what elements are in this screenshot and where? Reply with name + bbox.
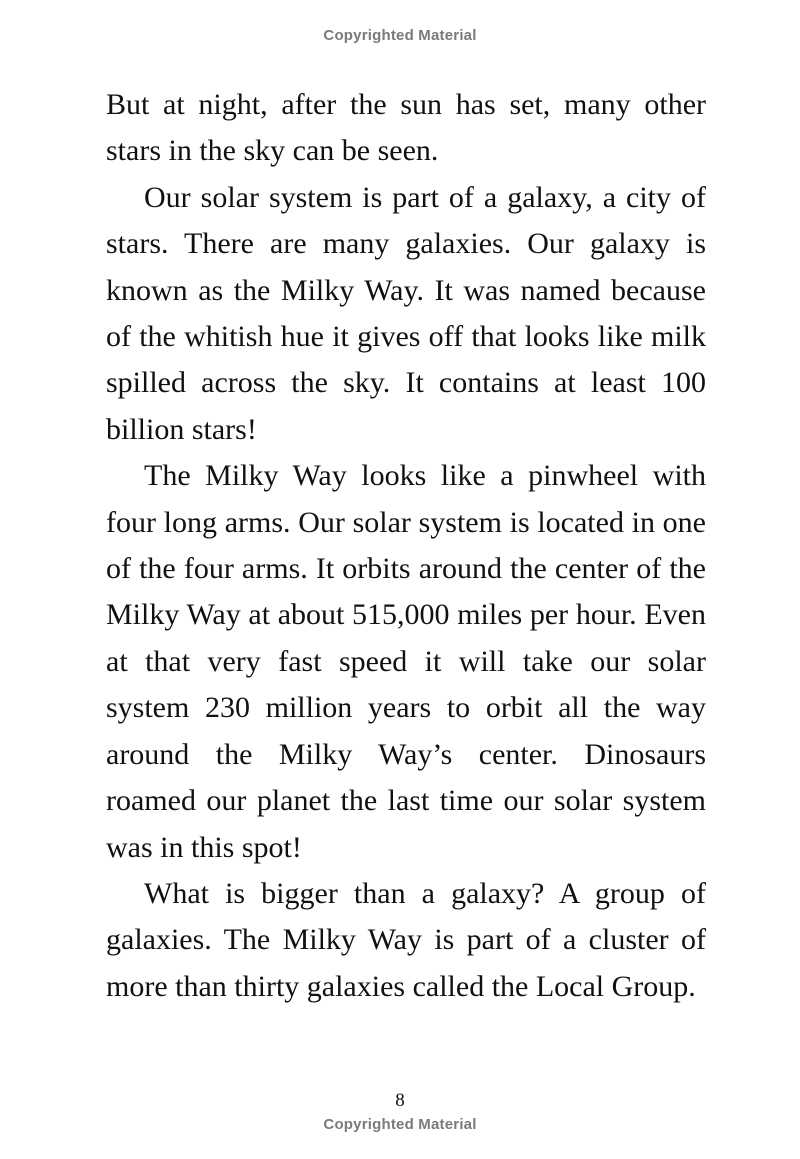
paragraph-local-group: What is bigger than a galaxy? A group of galaxies. The Milky Way is part of a cluster of more than thirty galaxies called the Local Group. <box>106 876 706 1003</box>
copyright-watermark-top: Copyrighted Material <box>323 27 477 44</box>
copyright-watermark-bottom: Copyrighted Material <box>323 1116 477 1133</box>
paragraph-night-stars: But at night, after the sun has set, many other stars in the sky can be seen. <box>106 88 706 168</box>
page-number: 8 <box>395 1090 405 1111</box>
paragraph-milky-way-galaxy: Our solar system is part of a galaxy, a city of stars. There are many galaxies. Our galaxy is known as the Milky Way. It was named because of the whitish hue it gives off that looks like milk spilled across the sky. It contains at least 100 billion stars! <box>106 180 706 446</box>
page-body <box>106 82 706 1010</box>
paragraph-milky-way-shape: The Milky Way looks like a pinwheel with four long arms. Our solar system is located in one of the four arms. It orbits around the center of the Milky Way at about 515,000 miles per hour. Even at that very fast speed it will take our solar system 230 million years to orbit all the way around the Milky Way’s center. Dinosaurs roamed our planet the last time our solar system was in this spot! <box>106 459 706 864</box>
